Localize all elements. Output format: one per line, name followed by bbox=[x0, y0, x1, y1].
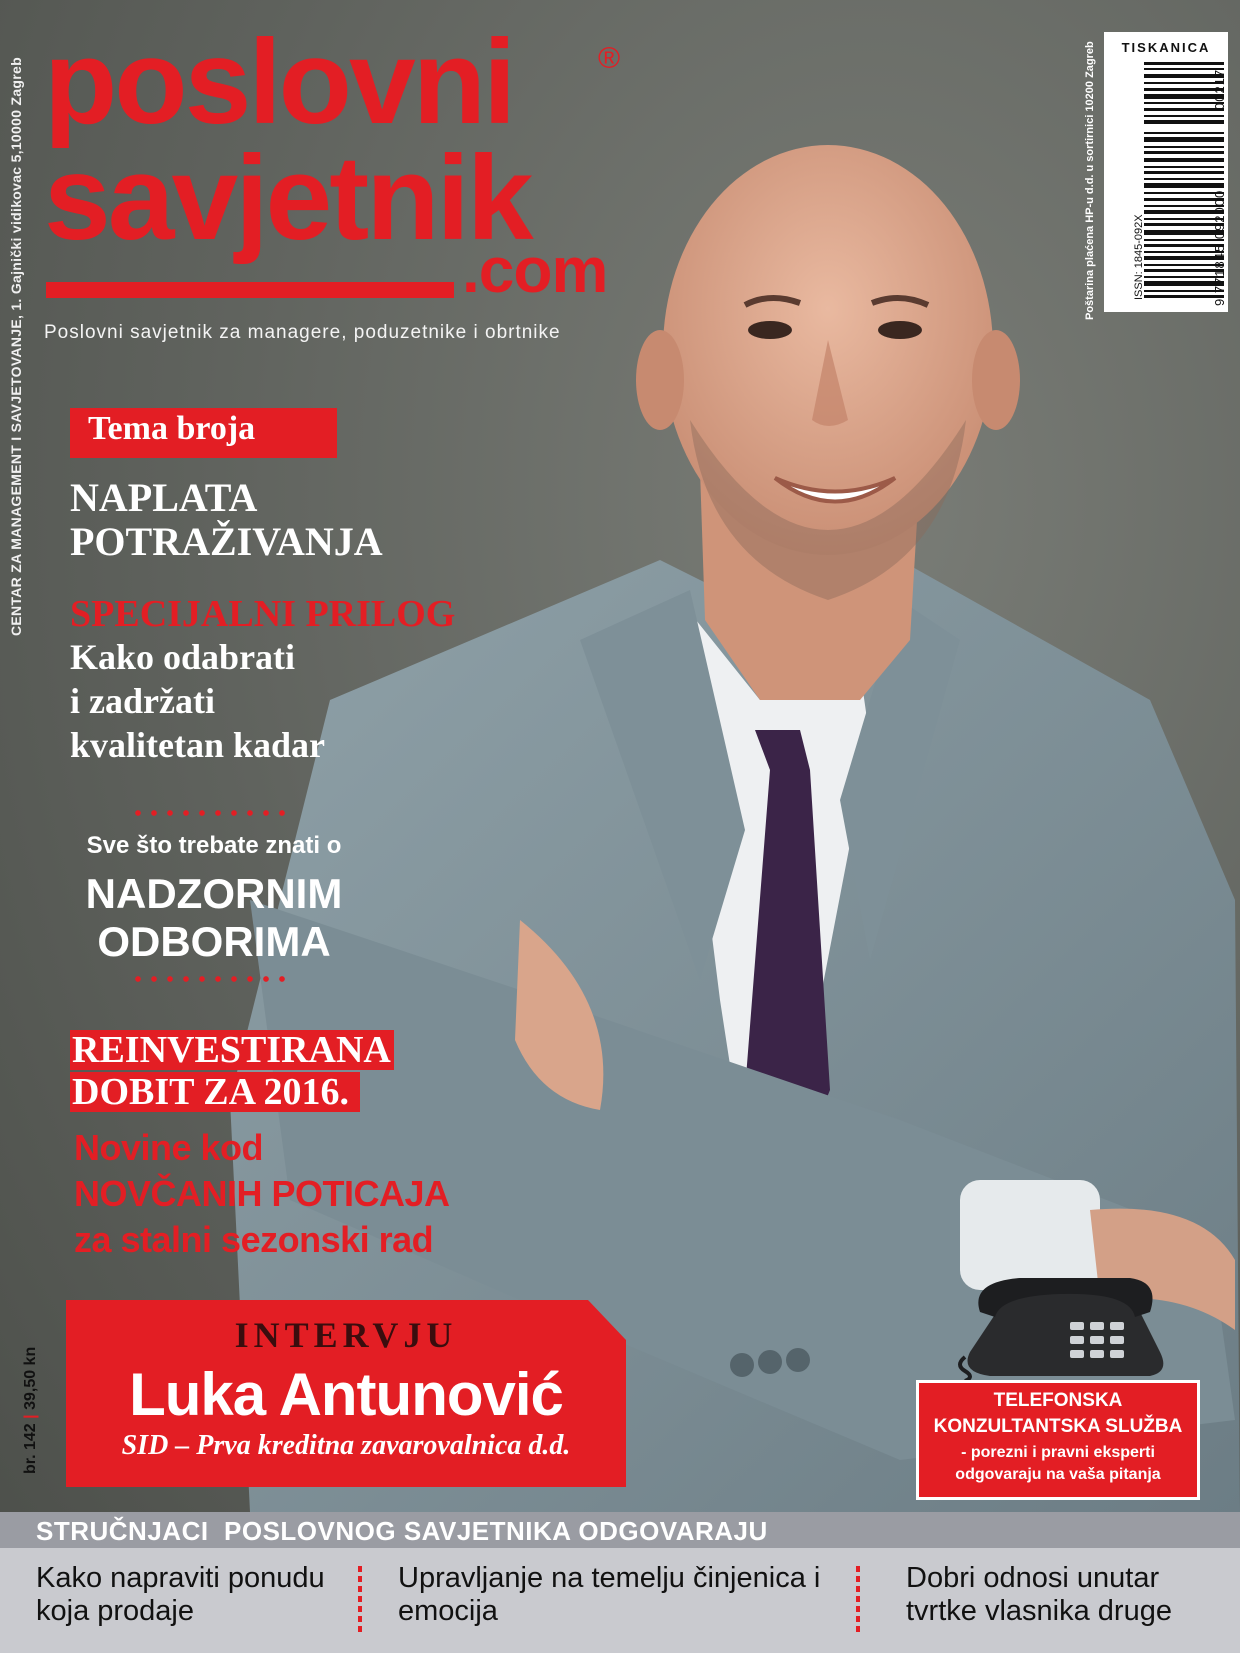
footer-topic: Dobri odnosi unutar tvrtke vlasnika druge bbox=[906, 1562, 1172, 1627]
price-value: 39,50 kn bbox=[22, 1346, 39, 1410]
postage-note: Poštarina plaćena HP-u d.d. u sortirnici 10200 Zagreb bbox=[1084, 41, 1096, 320]
experts-band-title: STRUČNJACI POSLOVNOG SAVJETNIKA ODGOVARAJU bbox=[36, 1516, 768, 1546]
issue-number: br. 142 bbox=[22, 1423, 39, 1474]
boards-headline-line2: ODBORIMA bbox=[97, 918, 331, 965]
incentives-line: Novine kod bbox=[74, 1127, 264, 1168]
issue-price: br. 142 | 39,50 kn bbox=[22, 1346, 39, 1474]
barcode-printer: TISKANICA bbox=[1121, 40, 1211, 55]
footer-topic: Upravljanje na temelju činjenica i emocija bbox=[398, 1562, 821, 1627]
topic-divider bbox=[856, 1566, 860, 1632]
interview-label: INTERVJU bbox=[234, 1315, 458, 1355]
reinvest-line2: DOBIT ZA 2016. bbox=[72, 1071, 349, 1113]
theme-headline-line2: POTRAŽIVANJA bbox=[70, 519, 383, 564]
interview-organization: SID – Prva kreditna zavarovalnica d.d. bbox=[121, 1430, 571, 1461]
tagline: Poslovni savjetnik za managere, poduzetnike i obrtnike bbox=[44, 322, 561, 343]
special-line: i zadržati bbox=[70, 681, 215, 721]
special-line: Kako odabrati bbox=[70, 637, 296, 677]
special-line: kvalitetan kadar bbox=[70, 725, 326, 765]
phone-service-note: odgovaraju na vaša pitanja bbox=[955, 1466, 1161, 1483]
incentives-line: za stalni sezonski rad bbox=[74, 1219, 434, 1260]
logo-poslovni: poslovni bbox=[44, 15, 514, 149]
reinvest-line1: REINVESTIRANA bbox=[72, 1029, 391, 1071]
logo-domain: .com bbox=[462, 234, 608, 306]
logo-savjetnik: savjetnik bbox=[44, 131, 531, 265]
issn: ISSN: 1845-092X bbox=[1133, 214, 1145, 300]
interview-name: Luka Antunović bbox=[129, 1361, 563, 1428]
phone-service-note: - porezni i pravni eksperti bbox=[961, 1444, 1155, 1461]
special-title: SPECIJALNI PRILOG bbox=[70, 593, 456, 635]
telephone-icon bbox=[950, 1272, 1180, 1382]
publisher-address: CENTAR ZA MANAGEMENT I SAVJETOVANJE, 1. Gajnički vidikovac 5,10000 Zagreb bbox=[8, 57, 24, 636]
footer-topic: Kako napraviti ponudu koja prodaje bbox=[36, 1562, 325, 1627]
barcode-number: 9 771845 092000 bbox=[1212, 189, 1227, 306]
barcode-icon bbox=[1104, 32, 1228, 312]
logo-underline bbox=[46, 282, 454, 298]
boards-headline-line1: NADZORNIM bbox=[85, 870, 343, 917]
boards-intro: Sve što trebate znati o bbox=[86, 832, 342, 859]
barcode-add-on: 00217 bbox=[1212, 68, 1227, 110]
registered-mark: ® bbox=[598, 42, 621, 75]
phone-service-subtitle: KONZULTANTSKA SLUŽBA bbox=[933, 1416, 1183, 1437]
barcode-panel bbox=[1104, 32, 1228, 312]
phone-service-title: TELEFONSKA bbox=[993, 1390, 1123, 1411]
theme-label: Tema broja bbox=[88, 410, 256, 447]
incentives-line: NOVČANIH POTICAJA bbox=[74, 1173, 450, 1214]
dotted-divider bbox=[130, 976, 290, 982]
topic-divider bbox=[358, 1566, 362, 1632]
theme-headline-line1: NAPLATA bbox=[70, 475, 258, 520]
dotted-divider bbox=[130, 810, 290, 816]
